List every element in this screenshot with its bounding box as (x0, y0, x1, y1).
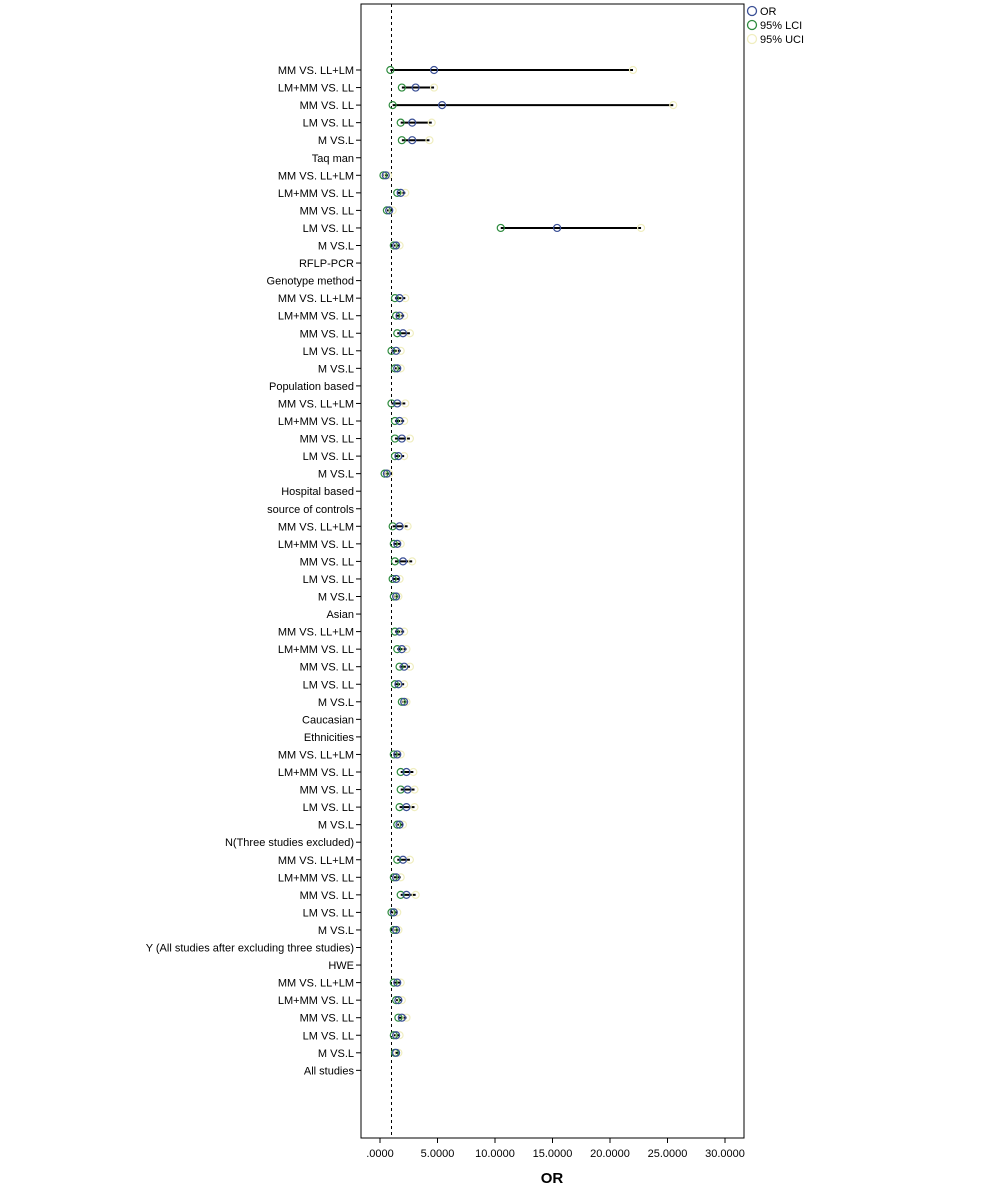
category-label: MM VS. LL (299, 205, 354, 218)
legend-marker (748, 21, 757, 30)
estimate-row (398, 84, 437, 91)
category-label: M VS.L (317, 363, 354, 376)
category-label: LM VS. LL (302, 222, 354, 235)
category-label: LM+MM VS. LL (277, 82, 354, 95)
category-label: Hospital based (281, 486, 354, 499)
category-label: MM VS. LL (299, 100, 354, 113)
category-label: LM VS. LL (302, 451, 354, 464)
category-label: LM VS. LL (302, 907, 354, 920)
category-label: M VS.L (317, 924, 354, 937)
category-label: LM VS. LL (302, 573, 354, 586)
category-label: LM VS. LL (302, 679, 354, 692)
x-tick-label: 20.0000 (590, 1148, 630, 1160)
category-label: MM VS. LL (299, 433, 354, 446)
legend-label: 95% LCI (760, 20, 803, 32)
category-label: MM VS. LL+LM (277, 626, 354, 639)
category-label: LM VS. LL (302, 117, 354, 130)
category-label: source of controls (267, 503, 354, 516)
x-axis-label: OR (540, 1170, 564, 1187)
category-label: MM VS. LL+LM (277, 521, 354, 534)
category-label: LM+MM VS. LL (277, 644, 354, 657)
estimate-row (381, 470, 393, 477)
plot-frame (361, 4, 744, 1138)
category-label: All studies (303, 1065, 354, 1078)
legend-label: 95% UCI (760, 34, 805, 46)
category-label: HWE (328, 960, 354, 973)
category-label: Ethnicities (303, 731, 354, 744)
category-label: Taq man (311, 152, 354, 165)
legend (748, 6, 805, 46)
category-label: LM+MM VS. LL (277, 995, 354, 1008)
category-label: M VS.L (317, 468, 354, 481)
category-label: MM VS. LL+LM (277, 170, 354, 183)
category-label: MM VS. LL+LM (277, 65, 354, 77)
x-tick-label: 25.0000 (647, 1148, 688, 1160)
legend-marker (748, 7, 757, 16)
category-label: LM+MM VS. LL (277, 310, 354, 323)
category-label: LM VS. LL (302, 802, 354, 815)
category-label: MM VS. LL (299, 1012, 354, 1025)
category-label: MM VS. LL+LM (277, 293, 354, 306)
estimate-row (390, 593, 402, 600)
category-label: MM VS. LL+LM (277, 977, 354, 990)
category-label: LM+MM VS. LL (277, 872, 354, 885)
category-label: LM+MM VS. LL (277, 538, 354, 551)
category-label: LM+MM VS. LL (277, 187, 354, 200)
category-label: M VS.L (317, 1047, 354, 1060)
x-tick-label: 5.0000 (420, 1148, 455, 1160)
x-tick-label: 15.0000 (532, 1148, 573, 1160)
category-label: LM VS. LL (302, 345, 354, 358)
category-label: Caucasian (302, 714, 354, 727)
category-label: RFLP-PCR (298, 258, 354, 271)
estimate-row (380, 172, 392, 179)
category-label: M VS.L (317, 240, 354, 253)
category-label: MM VS. LL+LM (277, 854, 354, 867)
category-label: MM VS. LL (299, 661, 354, 674)
category-label: M VS.L (317, 591, 354, 604)
category-label: MM VS. LL+LM (277, 749, 354, 762)
category-label: Y (All studies after excluding three studies) (145, 942, 354, 955)
category-label: Population based (268, 380, 354, 393)
x-tick-label: 10.0000 (475, 1148, 515, 1160)
category-label: MM VS. LL (299, 889, 354, 902)
estimate-row (390, 926, 402, 933)
category-axis (146, 65, 361, 1077)
category-label: M VS.L (317, 696, 354, 709)
x-tick-label: .0000 (366, 1148, 394, 1160)
x-tick-label: 30.0000 (705, 1148, 745, 1160)
category-label: LM+MM VS. LL (277, 767, 354, 779)
category-label: LM VS. LL (302, 1030, 354, 1043)
category-label: MM VS. LL (299, 328, 354, 341)
x-axis (366, 1138, 745, 1160)
category-label: M VS.L (317, 135, 354, 148)
legend-label: OR (760, 6, 777, 18)
category-label: MM VS. LL+LM (277, 398, 354, 411)
category-label: Genotype method (266, 275, 354, 288)
category-label: MM VS. LL (299, 556, 354, 569)
category-label: M VS.L (317, 819, 354, 832)
category-label: LM+MM VS. LL (277, 416, 354, 428)
category-label: MM VS. LL (299, 784, 354, 797)
category-label: Asian (326, 609, 354, 622)
legend-marker (748, 35, 757, 44)
estimate-row (398, 698, 410, 705)
category-label: N(Three studies excluded) (224, 837, 354, 850)
